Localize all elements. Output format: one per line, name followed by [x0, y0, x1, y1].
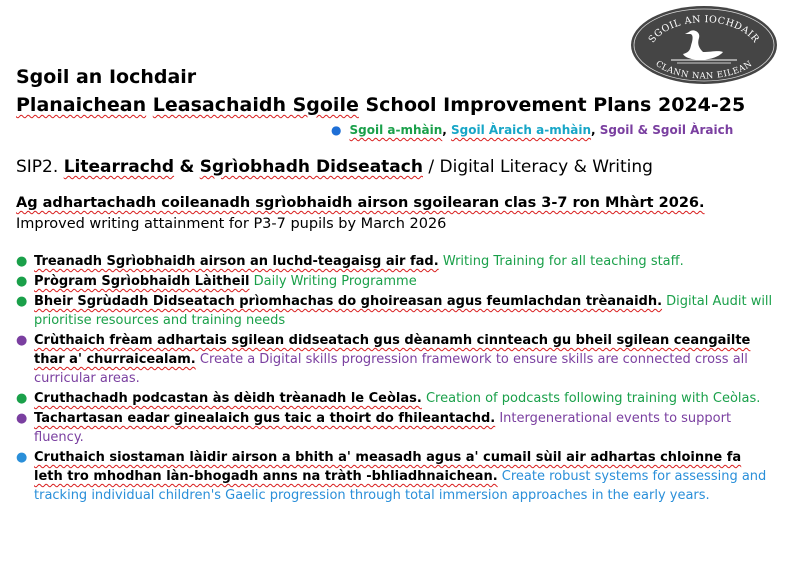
action-english: Create robust systems for assessing and tracking individual children's Gaelic progression through total immersion approaches in the early years.	[34, 469, 767, 503]
bullet-icon: ●	[16, 411, 28, 426]
action-english: Digital Audit will prioritise resources and training needs	[34, 294, 773, 328]
action-item	[14, 448, 774, 505]
school-name: Sgoil an Iochdair	[16, 66, 197, 88]
action-gaelic: Bheir Sgrùdadh Didseatach prìomhachas do ghoireasan agus feumlachdan trèanaidh.	[34, 294, 663, 309]
bullet-icon: ●	[16, 333, 28, 348]
action-english: Daily Writing Programme	[253, 274, 417, 289]
plans-gaelic-word: Planaichean	[16, 94, 147, 116]
action-gaelic: Tachartasan eadar ginealaich gus taic a thoirt do fhileantachd.	[34, 411, 496, 426]
action-gaelic: Crùthaich frèam adhartais sgilean didseatach gus dèanamh cinnteach gu bheil sgilean ceangailte thar a' churraicealam.	[34, 333, 751, 367]
action-item	[14, 272, 774, 291]
sip-title-amp: &	[179, 157, 195, 177]
bullet-icon: ●	[16, 391, 28, 406]
sip-heading	[16, 157, 653, 177]
sip-number: SIP2.	[16, 157, 59, 177]
bullet-icon: ●	[16, 294, 28, 309]
goal-english: Improved writing attainment for P3-7 pupils by March 2026	[16, 216, 447, 232]
action-english: Creation of podcasts following training with Ceòlas.	[425, 391, 761, 406]
plan-year: 2024-25	[657, 94, 746, 116]
scope-legend: ● Sgoil a-mhàin, Sgoil Àraich a-mhàin, Sgoil & Sgoil Àraich	[331, 123, 734, 137]
action-item	[14, 409, 774, 447]
plans-gaelic-phrase: Leasachaidh Sgoile	[152, 94, 359, 116]
plans-english: School Improvement Plans	[365, 94, 652, 116]
bullet-icon: ●	[16, 274, 28, 289]
action-item	[14, 389, 774, 408]
bullet-icon: ●	[331, 123, 342, 137]
school-logo	[629, 4, 779, 86]
action-gaelic: Prògram Sgrìobhaidh Làitheil	[34, 274, 250, 289]
action-english: Intergenerational events to support fluency.	[34, 411, 732, 445]
action-gaelic: Cruthaich siostaman làidir airson a bhith a' measadh agus a' cumail sùil air adhartas chloinne fa leth tro mhodhan làn-bhogadh anns na tràth -bhliadhnaichean.	[34, 450, 742, 484]
bullet-icon: ●	[16, 450, 28, 465]
sip-title-gaelic-1: Litearrachd	[63, 157, 175, 177]
action-list	[14, 252, 774, 506]
action-item	[14, 292, 774, 330]
logo-top-text: SGOIL AN IOCHDAIR	[646, 14, 762, 46]
action-item	[14, 252, 774, 271]
sip-title-gaelic-2: Sgrìobhadh Didseatach	[199, 157, 423, 177]
action-gaelic: Cruthachadh podcastan às dèidh trèanadh le Ceòlas.	[34, 391, 422, 406]
action-item	[14, 331, 774, 388]
sip-title-english: / Digital Literacy & Writing	[428, 157, 653, 177]
scope-both: Sgoil & Sgoil Àraich	[599, 123, 734, 137]
action-english: Create a Digital skills progression framework to ensure skills are connected cross all curricular areas.	[34, 352, 748, 386]
goal-gaelic: Ag adhartachadh coileanadh sgrìobhaidh airson sgoilearan clas 3-7 ron Mhàrt 2026.	[16, 195, 705, 211]
bullet-icon: ●	[16, 254, 28, 269]
action-gaelic: Treanadh Sgrìobhaidh airson an luchd-teagaisg air fad.	[34, 254, 439, 269]
logo-bottom-text: CLANN NAN EILEAN	[653, 59, 755, 82]
scope-nursery-only: Sgoil Àraich a-mhàin	[451, 123, 592, 137]
plan-title	[16, 94, 745, 116]
action-english: Writing Training for all teaching staff.	[442, 254, 684, 269]
scope-school-only: Sgoil a-mhàin	[349, 123, 443, 137]
